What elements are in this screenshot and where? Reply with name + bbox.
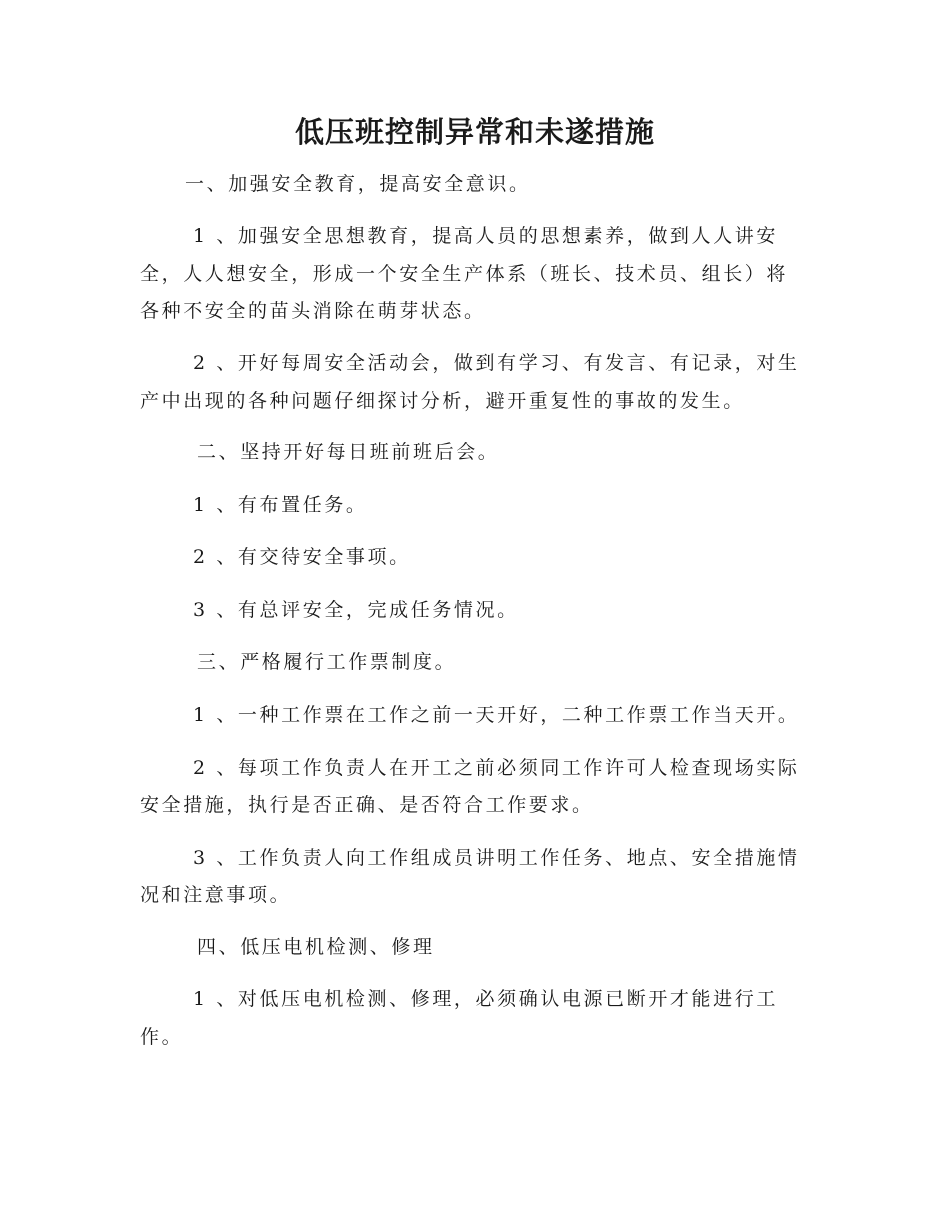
list-item: 3 、有总评安全，完成任务情况。 bbox=[193, 599, 519, 621]
paragraph-line: 1 、加强安全思想教育，提高人员的思想素养，做到人人讲安 bbox=[193, 225, 778, 247]
section-heading-4: 四、低压电机检测、修理 bbox=[197, 936, 435, 958]
paragraph-line: 各种不安全的苗头消除在萌芽状态。 bbox=[140, 300, 486, 322]
list-item: 2 、有交待安全事项。 bbox=[193, 546, 411, 568]
paragraph-line: 1 、对低压电机检测、修理，必须确认电源已断开才能进行工 bbox=[193, 988, 778, 1010]
paragraph-line: 1 、一种工作票在工作之前一天开好，二种工作票工作当天开。 bbox=[193, 704, 800, 726]
paragraph-line: 况和注意事项。 bbox=[140, 884, 292, 906]
paragraph-line: 全，人人想安全，形成一个安全生产体系（班长、技术员、组长）将 bbox=[140, 263, 789, 285]
section-heading-2: 二、坚持开好每日班前班后会。 bbox=[197, 441, 500, 463]
document-title: 低压班控制异常和未遂措施 bbox=[294, 115, 655, 149]
paragraph-line: 产中出现的各种问题仔细探讨分析，避开重复性的事故的发生。 bbox=[140, 390, 745, 412]
paragraph-line: 作。 bbox=[140, 1026, 184, 1048]
paragraph-line: 2 、开好每周安全活动会，做到有学习、有发言、有记录，对生 bbox=[193, 352, 800, 374]
paragraph-line: 2 、每项工作负责人在开工之前必须同工作许可人检查现场实际 bbox=[193, 757, 800, 779]
paragraph-line: 3 、工作负责人向工作组成员讲明工作任务、地点、安全措施情 bbox=[193, 847, 800, 869]
section-heading-3: 三、严格履行工作票制度。 bbox=[197, 651, 457, 673]
list-item: 1 、有布置任务。 bbox=[193, 494, 368, 516]
paragraph-line: 安全措施，执行是否正确、是否符合工作要求。 bbox=[140, 794, 594, 816]
section-heading-1: 一、加强安全教育，提高安全意识。 bbox=[185, 173, 531, 195]
